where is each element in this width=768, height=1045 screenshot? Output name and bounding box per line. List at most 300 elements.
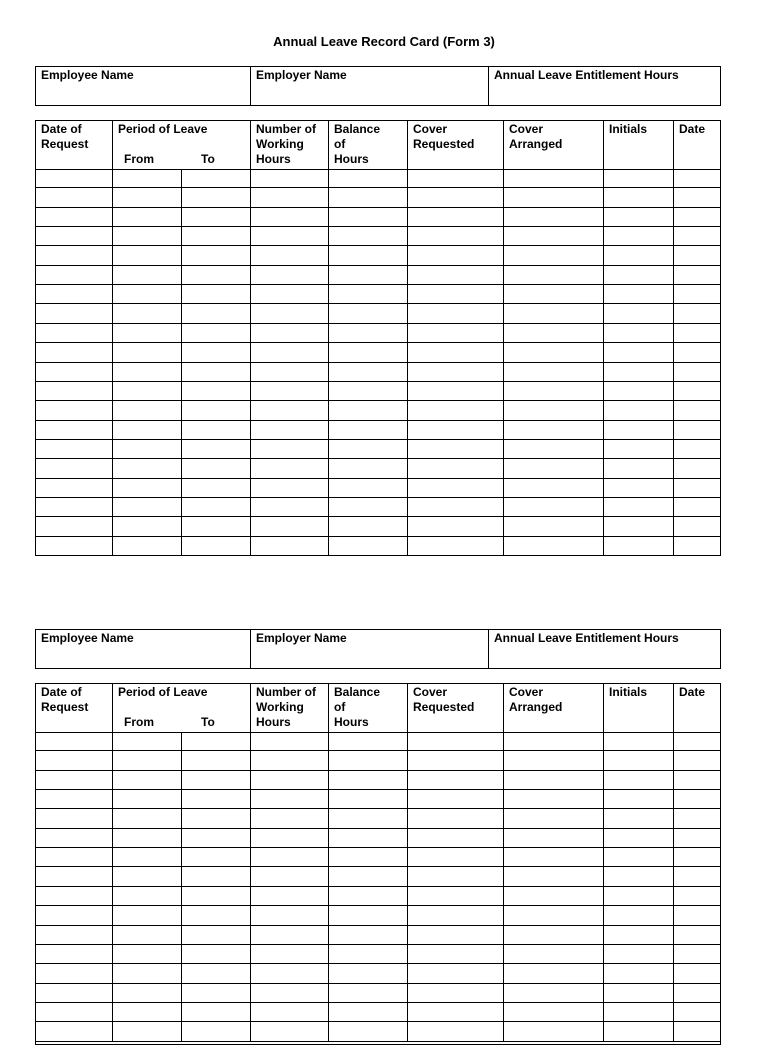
entitlement-hours-field[interactable] xyxy=(488,67,720,105)
date-of-request-cell[interactable] xyxy=(36,227,112,245)
employee-name-field[interactable] xyxy=(36,630,250,668)
cover-requested-cell[interactable] xyxy=(407,246,503,264)
initials-cell[interactable] xyxy=(603,848,673,866)
cover-arranged-cell[interactable] xyxy=(503,945,603,963)
date-cell[interactable] xyxy=(673,227,720,245)
to-cell[interactable] xyxy=(181,964,250,982)
to-cell[interactable] xyxy=(181,401,250,419)
balance-cell[interactable] xyxy=(328,732,407,750)
initials-cell[interactable] xyxy=(603,421,673,439)
date-of-request-cell[interactable] xyxy=(36,732,112,750)
date-of-request-cell[interactable] xyxy=(36,771,112,789)
cover-arranged-cell[interactable] xyxy=(503,790,603,808)
date-of-request-cell[interactable] xyxy=(36,169,112,187)
from-cell[interactable] xyxy=(112,732,181,750)
from-cell[interactable] xyxy=(112,227,181,245)
cover-requested-cell[interactable] xyxy=(407,984,503,1002)
balance-cell[interactable] xyxy=(328,887,407,905)
working-hours-cell[interactable] xyxy=(250,732,328,750)
balance-cell[interactable] xyxy=(328,479,407,497)
cover-arranged-cell[interactable] xyxy=(503,887,603,905)
to-cell[interactable] xyxy=(181,246,250,264)
date-cell[interactable] xyxy=(673,343,720,361)
initials-cell[interactable] xyxy=(603,751,673,769)
working-hours-cell[interactable] xyxy=(250,751,328,769)
to-cell[interactable] xyxy=(181,188,250,206)
to-cell[interactable] xyxy=(181,459,250,477)
working-hours-cell[interactable] xyxy=(250,440,328,458)
working-hours-cell[interactable] xyxy=(250,790,328,808)
cover-arranged-cell[interactable] xyxy=(503,964,603,982)
cover-requested-cell[interactable] xyxy=(407,459,503,477)
date-cell[interactable] xyxy=(673,751,720,769)
cover-requested-cell[interactable] xyxy=(407,401,503,419)
date-of-request-cell[interactable] xyxy=(36,906,112,924)
to-cell[interactable] xyxy=(181,848,250,866)
cover-arranged-cell[interactable] xyxy=(503,208,603,226)
balance-cell[interactable] xyxy=(328,324,407,342)
cover-requested-cell[interactable] xyxy=(407,479,503,497)
date-cell[interactable] xyxy=(673,440,720,458)
from-cell[interactable] xyxy=(112,984,181,1002)
balance-cell[interactable] xyxy=(328,790,407,808)
date-of-request-cell[interactable] xyxy=(36,984,112,1002)
balance-cell[interactable] xyxy=(328,1003,407,1021)
date-cell[interactable] xyxy=(673,887,720,905)
from-cell[interactable] xyxy=(112,926,181,944)
cover-arranged-cell[interactable] xyxy=(503,363,603,381)
balance-cell[interactable] xyxy=(328,984,407,1002)
to-cell[interactable] xyxy=(181,285,250,303)
initials-cell[interactable] xyxy=(603,867,673,885)
balance-cell[interactable] xyxy=(328,867,407,885)
cover-arranged-cell[interactable] xyxy=(503,926,603,944)
to-cell[interactable] xyxy=(181,440,250,458)
cover-requested-cell[interactable] xyxy=(407,964,503,982)
initials-cell[interactable] xyxy=(603,945,673,963)
working-hours-cell[interactable] xyxy=(250,227,328,245)
to-cell[interactable] xyxy=(181,227,250,245)
balance-cell[interactable] xyxy=(328,498,407,516)
balance-cell[interactable] xyxy=(328,848,407,866)
from-cell[interactable] xyxy=(112,479,181,497)
employer-name-field[interactable] xyxy=(250,67,488,105)
initials-cell[interactable] xyxy=(603,517,673,535)
from-cell[interactable] xyxy=(112,266,181,284)
initials-cell[interactable] xyxy=(603,479,673,497)
cover-arranged-cell[interactable] xyxy=(503,537,603,555)
from-cell[interactable] xyxy=(112,790,181,808)
initials-cell[interactable] xyxy=(603,324,673,342)
balance-cell[interactable] xyxy=(328,266,407,284)
initials-cell[interactable] xyxy=(603,401,673,419)
cover-arranged-cell[interactable] xyxy=(503,984,603,1002)
working-hours-cell[interactable] xyxy=(250,382,328,400)
to-cell[interactable] xyxy=(181,984,250,1002)
from-cell[interactable] xyxy=(112,887,181,905)
from-cell[interactable] xyxy=(112,304,181,322)
date-of-request-cell[interactable] xyxy=(36,440,112,458)
from-cell[interactable] xyxy=(112,440,181,458)
cover-requested-cell[interactable] xyxy=(407,266,503,284)
cover-arranged-cell[interactable] xyxy=(503,479,603,497)
initials-cell[interactable] xyxy=(603,208,673,226)
cover-arranged-cell[interactable] xyxy=(503,1022,603,1040)
to-cell[interactable] xyxy=(181,498,250,516)
date-of-request-cell[interactable] xyxy=(36,401,112,419)
working-hours-cell[interactable] xyxy=(250,169,328,187)
from-cell[interactable] xyxy=(112,498,181,516)
date-cell[interactable] xyxy=(673,964,720,982)
from-cell[interactable] xyxy=(112,208,181,226)
initials-cell[interactable] xyxy=(603,440,673,458)
cover-arranged-cell[interactable] xyxy=(503,343,603,361)
date-of-request-cell[interactable] xyxy=(36,246,112,264)
working-hours-cell[interactable] xyxy=(250,208,328,226)
to-cell[interactable] xyxy=(181,887,250,905)
to-cell[interactable] xyxy=(181,771,250,789)
cover-arranged-cell[interactable] xyxy=(503,401,603,419)
from-cell[interactable] xyxy=(112,421,181,439)
balance-cell[interactable] xyxy=(328,809,407,827)
cover-requested-cell[interactable] xyxy=(407,771,503,789)
date-cell[interactable] xyxy=(673,984,720,1002)
employer-name-field[interactable] xyxy=(250,630,488,668)
initials-cell[interactable] xyxy=(603,188,673,206)
initials-cell[interactable] xyxy=(603,809,673,827)
cover-requested-cell[interactable] xyxy=(407,848,503,866)
working-hours-cell[interactable] xyxy=(250,401,328,419)
cover-requested-cell[interactable] xyxy=(407,498,503,516)
cover-arranged-cell[interactable] xyxy=(503,809,603,827)
working-hours-cell[interactable] xyxy=(250,537,328,555)
working-hours-cell[interactable] xyxy=(250,1003,328,1021)
from-cell[interactable] xyxy=(112,945,181,963)
cover-requested-cell[interactable] xyxy=(407,790,503,808)
balance-cell[interactable] xyxy=(328,964,407,982)
date-of-request-cell[interactable] xyxy=(36,537,112,555)
from-cell[interactable] xyxy=(112,401,181,419)
date-of-request-cell[interactable] xyxy=(36,285,112,303)
initials-cell[interactable] xyxy=(603,227,673,245)
working-hours-cell[interactable] xyxy=(250,1022,328,1040)
initials-cell[interactable] xyxy=(603,382,673,400)
date-cell[interactable] xyxy=(673,1003,720,1021)
date-of-request-cell[interactable] xyxy=(36,790,112,808)
cover-requested-cell[interactable] xyxy=(407,440,503,458)
to-cell[interactable] xyxy=(181,1022,250,1040)
cover-arranged-cell[interactable] xyxy=(503,440,603,458)
from-cell[interactable] xyxy=(112,1022,181,1040)
entitlement-hours-field[interactable] xyxy=(488,630,720,668)
initials-cell[interactable] xyxy=(603,1003,673,1021)
date-cell[interactable] xyxy=(673,401,720,419)
date-cell[interactable] xyxy=(673,208,720,226)
initials-cell[interactable] xyxy=(603,771,673,789)
cover-arranged-cell[interactable] xyxy=(503,421,603,439)
from-cell[interactable] xyxy=(112,363,181,381)
from-cell[interactable] xyxy=(112,169,181,187)
from-cell[interactable] xyxy=(112,829,181,847)
date-cell[interactable] xyxy=(673,285,720,303)
cover-requested-cell[interactable] xyxy=(407,343,503,361)
initials-cell[interactable] xyxy=(603,984,673,1002)
date-cell[interactable] xyxy=(673,304,720,322)
from-cell[interactable] xyxy=(112,285,181,303)
working-hours-cell[interactable] xyxy=(250,343,328,361)
from-cell[interactable] xyxy=(112,867,181,885)
balance-cell[interactable] xyxy=(328,363,407,381)
balance-cell[interactable] xyxy=(328,926,407,944)
date-of-request-cell[interactable] xyxy=(36,324,112,342)
cover-arranged-cell[interactable] xyxy=(503,246,603,264)
date-of-request-cell[interactable] xyxy=(36,304,112,322)
date-of-request-cell[interactable] xyxy=(36,421,112,439)
to-cell[interactable] xyxy=(181,790,250,808)
working-hours-cell[interactable] xyxy=(250,479,328,497)
initials-cell[interactable] xyxy=(603,266,673,284)
balance-cell[interactable] xyxy=(328,343,407,361)
date-cell[interactable] xyxy=(673,246,720,264)
initials-cell[interactable] xyxy=(603,732,673,750)
initials-cell[interactable] xyxy=(603,926,673,944)
balance-cell[interactable] xyxy=(328,208,407,226)
date-cell[interactable] xyxy=(673,1022,720,1040)
cover-requested-cell[interactable] xyxy=(407,906,503,924)
cover-arranged-cell[interactable] xyxy=(503,169,603,187)
date-cell[interactable] xyxy=(673,537,720,555)
working-hours-cell[interactable] xyxy=(250,771,328,789)
from-cell[interactable] xyxy=(112,751,181,769)
date-of-request-cell[interactable] xyxy=(36,382,112,400)
date-cell[interactable] xyxy=(673,382,720,400)
date-of-request-cell[interactable] xyxy=(36,751,112,769)
working-hours-cell[interactable] xyxy=(250,887,328,905)
to-cell[interactable] xyxy=(181,517,250,535)
date-of-request-cell[interactable] xyxy=(36,343,112,361)
date-of-request-cell[interactable] xyxy=(36,266,112,284)
balance-cell[interactable] xyxy=(328,1022,407,1040)
from-cell[interactable] xyxy=(112,188,181,206)
cover-requested-cell[interactable] xyxy=(407,188,503,206)
working-hours-cell[interactable] xyxy=(250,906,328,924)
date-of-request-cell[interactable] xyxy=(36,498,112,516)
working-hours-cell[interactable] xyxy=(250,459,328,477)
date-cell[interactable] xyxy=(673,459,720,477)
working-hours-cell[interactable] xyxy=(250,304,328,322)
from-cell[interactable] xyxy=(112,459,181,477)
cover-requested-cell[interactable] xyxy=(407,537,503,555)
cover-requested-cell[interactable] xyxy=(407,324,503,342)
date-cell[interactable] xyxy=(673,945,720,963)
date-of-request-cell[interactable] xyxy=(36,479,112,497)
balance-cell[interactable] xyxy=(328,771,407,789)
cover-arranged-cell[interactable] xyxy=(503,1003,603,1021)
cover-requested-cell[interactable] xyxy=(407,732,503,750)
cover-arranged-cell[interactable] xyxy=(503,867,603,885)
to-cell[interactable] xyxy=(181,732,250,750)
to-cell[interactable] xyxy=(181,537,250,555)
to-cell[interactable] xyxy=(181,945,250,963)
balance-cell[interactable] xyxy=(328,537,407,555)
from-cell[interactable] xyxy=(112,343,181,361)
date-cell[interactable] xyxy=(673,498,720,516)
balance-cell[interactable] xyxy=(328,421,407,439)
cover-requested-cell[interactable] xyxy=(407,421,503,439)
working-hours-cell[interactable] xyxy=(250,188,328,206)
cover-requested-cell[interactable] xyxy=(407,227,503,245)
cover-requested-cell[interactable] xyxy=(407,382,503,400)
cover-arranged-cell[interactable] xyxy=(503,188,603,206)
balance-cell[interactable] xyxy=(328,906,407,924)
working-hours-cell[interactable] xyxy=(250,945,328,963)
from-cell[interactable] xyxy=(112,809,181,827)
working-hours-cell[interactable] xyxy=(250,498,328,516)
balance-cell[interactable] xyxy=(328,304,407,322)
to-cell[interactable] xyxy=(181,926,250,944)
cover-arranged-cell[interactable] xyxy=(503,459,603,477)
initials-cell[interactable] xyxy=(603,1022,673,1040)
working-hours-cell[interactable] xyxy=(250,926,328,944)
cover-arranged-cell[interactable] xyxy=(503,906,603,924)
working-hours-cell[interactable] xyxy=(250,246,328,264)
date-cell[interactable] xyxy=(673,479,720,497)
from-cell[interactable] xyxy=(112,537,181,555)
date-of-request-cell[interactable] xyxy=(36,363,112,381)
to-cell[interactable] xyxy=(181,479,250,497)
cover-requested-cell[interactable] xyxy=(407,887,503,905)
date-cell[interactable] xyxy=(673,848,720,866)
date-cell[interactable] xyxy=(673,324,720,342)
cover-requested-cell[interactable] xyxy=(407,945,503,963)
from-cell[interactable] xyxy=(112,382,181,400)
cover-arranged-cell[interactable] xyxy=(503,266,603,284)
date-cell[interactable] xyxy=(673,188,720,206)
balance-cell[interactable] xyxy=(328,517,407,535)
date-of-request-cell[interactable] xyxy=(36,964,112,982)
balance-cell[interactable] xyxy=(328,285,407,303)
date-of-request-cell[interactable] xyxy=(36,867,112,885)
initials-cell[interactable] xyxy=(603,304,673,322)
initials-cell[interactable] xyxy=(603,169,673,187)
working-hours-cell[interactable] xyxy=(250,809,328,827)
to-cell[interactable] xyxy=(181,363,250,381)
date-cell[interactable] xyxy=(673,867,720,885)
cover-arranged-cell[interactable] xyxy=(503,848,603,866)
from-cell[interactable] xyxy=(112,906,181,924)
date-cell[interactable] xyxy=(673,926,720,944)
cover-arranged-cell[interactable] xyxy=(503,227,603,245)
date-cell[interactable] xyxy=(673,169,720,187)
employee-name-field[interactable] xyxy=(36,67,250,105)
to-cell[interactable] xyxy=(181,324,250,342)
date-of-request-cell[interactable] xyxy=(36,1022,112,1040)
balance-cell[interactable] xyxy=(328,401,407,419)
cover-requested-cell[interactable] xyxy=(407,517,503,535)
date-of-request-cell[interactable] xyxy=(36,848,112,866)
working-hours-cell[interactable] xyxy=(250,363,328,381)
cover-requested-cell[interactable] xyxy=(407,1022,503,1040)
date-of-request-cell[interactable] xyxy=(36,208,112,226)
from-cell[interactable] xyxy=(112,771,181,789)
working-hours-cell[interactable] xyxy=(250,867,328,885)
from-cell[interactable] xyxy=(112,324,181,342)
from-cell[interactable] xyxy=(112,964,181,982)
date-cell[interactable] xyxy=(673,363,720,381)
working-hours-cell[interactable] xyxy=(250,829,328,847)
date-cell[interactable] xyxy=(673,829,720,847)
to-cell[interactable] xyxy=(181,829,250,847)
initials-cell[interactable] xyxy=(603,246,673,264)
balance-cell[interactable] xyxy=(328,188,407,206)
working-hours-cell[interactable] xyxy=(250,848,328,866)
date-of-request-cell[interactable] xyxy=(36,1003,112,1021)
date-cell[interactable] xyxy=(673,809,720,827)
cover-arranged-cell[interactable] xyxy=(503,829,603,847)
working-hours-cell[interactable] xyxy=(250,285,328,303)
to-cell[interactable] xyxy=(181,751,250,769)
cover-requested-cell[interactable] xyxy=(407,169,503,187)
working-hours-cell[interactable] xyxy=(250,517,328,535)
to-cell[interactable] xyxy=(181,867,250,885)
cover-arranged-cell[interactable] xyxy=(503,751,603,769)
balance-cell[interactable] xyxy=(328,440,407,458)
cover-arranged-cell[interactable] xyxy=(503,324,603,342)
date-cell[interactable] xyxy=(673,906,720,924)
working-hours-cell[interactable] xyxy=(250,964,328,982)
initials-cell[interactable] xyxy=(603,498,673,516)
cover-arranged-cell[interactable] xyxy=(503,304,603,322)
date-cell[interactable] xyxy=(673,517,720,535)
initials-cell[interactable] xyxy=(603,285,673,303)
balance-cell[interactable] xyxy=(328,829,407,847)
to-cell[interactable] xyxy=(181,304,250,322)
cover-arranged-cell[interactable] xyxy=(503,732,603,750)
cover-requested-cell[interactable] xyxy=(407,285,503,303)
to-cell[interactable] xyxy=(181,343,250,361)
cover-requested-cell[interactable] xyxy=(407,208,503,226)
from-cell[interactable] xyxy=(112,1003,181,1021)
cover-requested-cell[interactable] xyxy=(407,751,503,769)
balance-cell[interactable] xyxy=(328,169,407,187)
initials-cell[interactable] xyxy=(603,459,673,477)
date-cell[interactable] xyxy=(673,732,720,750)
date-of-request-cell[interactable] xyxy=(36,517,112,535)
cover-arranged-cell[interactable] xyxy=(503,517,603,535)
date-of-request-cell[interactable] xyxy=(36,945,112,963)
balance-cell[interactable] xyxy=(328,459,407,477)
date-cell[interactable] xyxy=(673,421,720,439)
from-cell[interactable] xyxy=(112,246,181,264)
initials-cell[interactable] xyxy=(603,964,673,982)
to-cell[interactable] xyxy=(181,382,250,400)
cover-requested-cell[interactable] xyxy=(407,1003,503,1021)
to-cell[interactable] xyxy=(181,266,250,284)
cover-requested-cell[interactable] xyxy=(407,809,503,827)
to-cell[interactable] xyxy=(181,208,250,226)
cover-requested-cell[interactable] xyxy=(407,363,503,381)
to-cell[interactable] xyxy=(181,906,250,924)
date-of-request-cell[interactable] xyxy=(36,829,112,847)
date-of-request-cell[interactable] xyxy=(36,188,112,206)
balance-cell[interactable] xyxy=(328,382,407,400)
cover-requested-cell[interactable] xyxy=(407,926,503,944)
from-cell[interactable] xyxy=(112,848,181,866)
initials-cell[interactable] xyxy=(603,343,673,361)
to-cell[interactable] xyxy=(181,809,250,827)
cover-arranged-cell[interactable] xyxy=(503,498,603,516)
working-hours-cell[interactable] xyxy=(250,324,328,342)
